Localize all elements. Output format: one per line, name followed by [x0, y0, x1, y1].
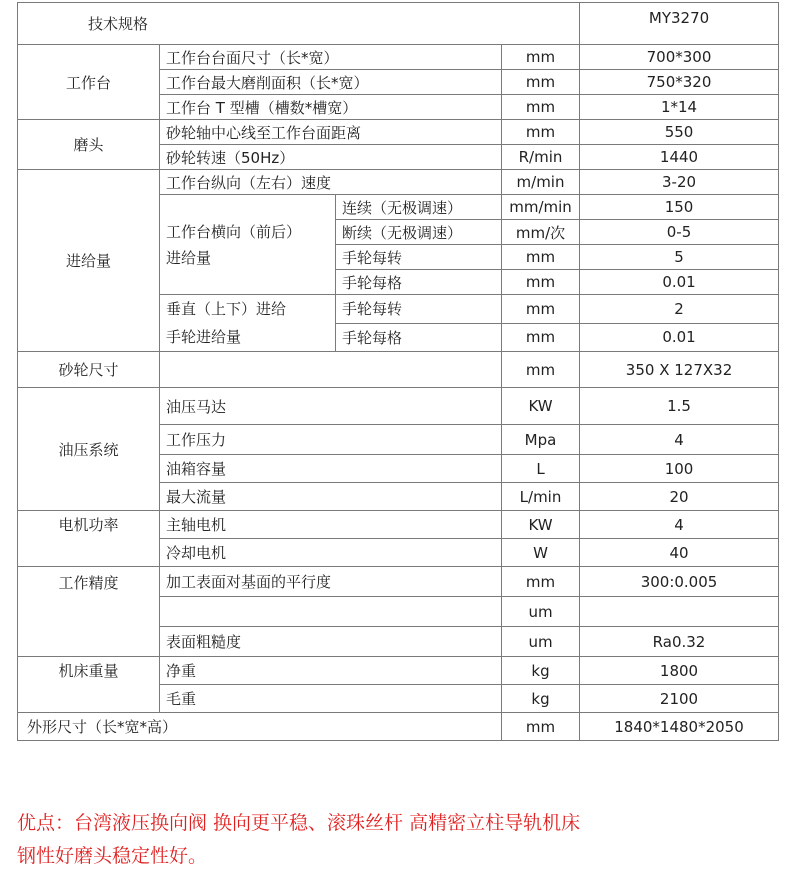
unit-cell: mm	[502, 95, 580, 120]
table-row	[18, 657, 779, 685]
item-cell: 工作台纵向（左右）速度	[160, 170, 502, 195]
value-cell	[580, 597, 779, 627]
item-cell: 主轴电机	[160, 511, 502, 539]
table-row	[18, 511, 779, 539]
sub-item-cell: 手轮每格	[336, 270, 502, 295]
group-motor-power: 电机功率	[18, 511, 160, 567]
unit-cell: mm	[502, 45, 580, 70]
value-cell: Ra0.32	[580, 627, 779, 657]
value-cell: 0.01	[580, 270, 779, 295]
item-cell: 冷却电机	[160, 539, 502, 567]
value-cell: 750*320	[580, 70, 779, 95]
spec-label-cell: 技术规格	[18, 3, 580, 45]
table-row	[18, 713, 779, 741]
sub-item-cell: 断续（无极调速）	[336, 220, 502, 245]
group-grinding-head: 磨头	[18, 120, 160, 170]
vertical-feed-label-line2: 手轮进给量	[166, 328, 242, 346]
table-row	[18, 45, 779, 70]
table-row	[18, 352, 779, 388]
value-cell: 350 X 127X32	[580, 352, 779, 388]
item-cell: 工作压力	[160, 425, 502, 455]
table-row	[18, 388, 779, 425]
item-cell: 工作台最大磨削面积（长*宽）	[160, 70, 502, 95]
item-cell: 最大流量	[160, 483, 502, 511]
group-worktable: 工作台	[18, 45, 160, 120]
unit-cell: L/min	[502, 483, 580, 511]
value-cell: 3-20	[580, 170, 779, 195]
value-cell: 550	[580, 120, 779, 145]
value-cell: 4	[580, 511, 779, 539]
value-cell: 1840*1480*2050	[580, 713, 779, 741]
advantages-note	[17, 807, 782, 873]
group-feed: 进给量	[18, 170, 160, 352]
value-cell: 5	[580, 245, 779, 270]
sub-item-cell: 手轮每格	[336, 323, 502, 352]
value-cell: 4	[580, 425, 779, 455]
cross-feed-label-line2: 进给量	[166, 248, 212, 267]
sub-item-cell: 连续（无极调速）	[336, 195, 502, 220]
unit-cell: mm	[502, 295, 580, 324]
unit-cell: mm/min	[502, 195, 580, 220]
unit-cell: mm	[502, 120, 580, 145]
value-cell: 1.5	[580, 388, 779, 425]
table-header-row	[18, 3, 779, 45]
unit-cell: mm	[502, 323, 580, 352]
table-row	[18, 120, 779, 145]
sub-item-cell: 手轮每转	[336, 245, 502, 270]
unit-cell: mm	[502, 352, 580, 388]
unit-cell: Mpa	[502, 425, 580, 455]
cross-feed-label-line1: 工作台横向（前后）	[166, 222, 302, 241]
unit-cell: KW	[502, 511, 580, 539]
item-cell: 加工表面对基面的平行度	[160, 567, 502, 597]
item-cell: 砂轮转速（50Hz）	[160, 145, 502, 170]
unit-cell: kg	[502, 657, 580, 685]
value-cell: 2	[580, 295, 779, 324]
vertical-feed-label-line1: 垂直（上下）进给	[166, 300, 287, 318]
group-precision: 工作精度	[18, 567, 160, 657]
unit-cell: um	[502, 597, 580, 627]
unit-cell: mm/次	[502, 220, 580, 245]
advantages-note-line1: 优点：台湾液压换向阀 换向更平稳、滚珠丝杆 高精密立柱导轨机床	[17, 812, 581, 834]
item-cell: 油压马达	[160, 388, 502, 425]
group-wheel-size: 砂轮尺寸	[18, 352, 160, 388]
table-row	[18, 567, 779, 597]
item-cell: 油箱容量	[160, 455, 502, 483]
unit-cell: mm	[502, 245, 580, 270]
value-cell: 1440	[580, 145, 779, 170]
unit-cell: KW	[502, 388, 580, 425]
item-cell	[160, 597, 502, 627]
item-cell: 毛重	[160, 685, 502, 713]
item-cell: 表面粗糙度	[160, 627, 502, 657]
value-cell: 40	[580, 539, 779, 567]
item-cell: 净重	[160, 657, 502, 685]
unit-cell: mm	[502, 567, 580, 597]
unit-cell: mm	[502, 713, 580, 741]
unit-cell: um	[502, 627, 580, 657]
value-cell: 1800	[580, 657, 779, 685]
empty-cell	[160, 352, 502, 388]
value-cell: 1*14	[580, 95, 779, 120]
value-cell: 100	[580, 455, 779, 483]
group-weight: 机床重量	[18, 657, 160, 713]
group-dimensions: 外形尺寸（长*宽*高）	[18, 713, 502, 741]
group-hydraulic: 油压系统	[18, 388, 160, 511]
value-cell: 0.01	[580, 323, 779, 352]
sub-item-cell: 手轮每转	[336, 295, 502, 324]
advantages-note-line2: 钢性好磨头稳定性好。	[17, 845, 208, 867]
vertical-feed-label	[160, 295, 336, 352]
table-row	[18, 170, 779, 195]
cross-feed-label	[160, 195, 336, 295]
value-cell: 150	[580, 195, 779, 220]
value-cell: 2100	[580, 685, 779, 713]
value-cell: 700*300	[580, 45, 779, 70]
item-cell: 工作台 T 型槽（槽数*槽宽）	[160, 95, 502, 120]
model-cell: MY3270	[580, 3, 779, 45]
value-cell: 0-5	[580, 220, 779, 245]
value-cell: 20	[580, 483, 779, 511]
unit-cell: kg	[502, 685, 580, 713]
unit-cell: W	[502, 539, 580, 567]
item-cell: 砂轮轴中心线至工作台面距离	[160, 120, 502, 145]
unit-cell: L	[502, 455, 580, 483]
unit-cell: mm	[502, 70, 580, 95]
unit-cell: R/min	[502, 145, 580, 170]
item-cell: 工作台台面尺寸（长*宽）	[160, 45, 502, 70]
unit-cell: m/min	[502, 170, 580, 195]
unit-cell: mm	[502, 270, 580, 295]
spec-table	[17, 2, 779, 741]
value-cell: 300:0.005	[580, 567, 779, 597]
